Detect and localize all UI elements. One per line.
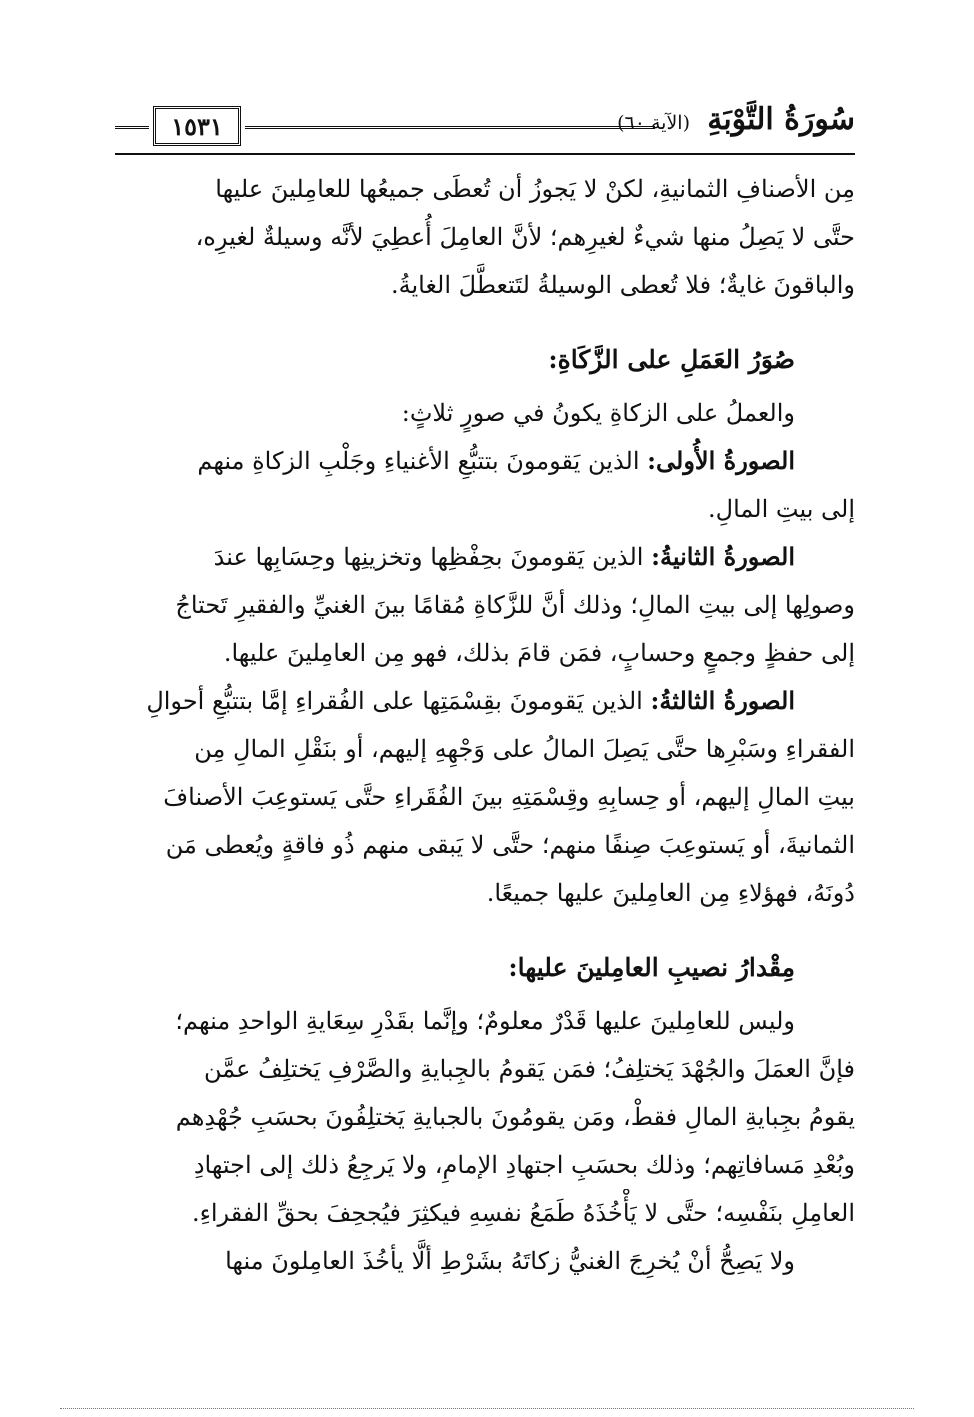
header-rule-left [115,126,149,129]
spacer [115,917,855,939]
page-body [115,165,855,1285]
text-line: والعملُ على الزكاةِ يكونُ في صورٍ ثلاثٍ: [401,399,795,427]
paragraph-label: الصورةُ الثالثةُ: [650,686,795,715]
text-line: دُونَهُ، فهؤلاءِ مِن العامِلينَ عليها جميعًا. [486,879,855,907]
text-span: الذين يَقومونَ بقِسْمَتِها على الفُقراءِ إمَّا بتتبُّعِ أحوالِ [146,687,651,715]
text-line [115,677,855,725]
text-line: وصولِها إلى بيتِ المالِ؛ وذلك أنَّ للزَّكاةِ مُقامًا بينَ الغنيِّ والفقيرِ تَحتاجُ [175,591,855,619]
header-rule [245,126,655,129]
spacer [115,309,855,331]
paragraph-label: الصورةُ الأُولى: [647,446,795,475]
text-line [115,533,855,581]
section-heading: صُوَرُ العَمَلِ على الزَّكَاةِ: [548,345,795,374]
text-line: والباقونَ غايةٌ؛ فلا تُعطى الوسيلةُ لتَتعطَّلَ الغايةُ. [390,271,855,299]
page-header [115,100,855,155]
text-line: العامِلِ بنَفْسِه؛ حتَّى لا يَأْخُذَهُ طَمَعُ نفسِهِ فيكثِرَ فيُجحِفَ بحقِّ الفقراءِ. [191,1199,855,1227]
header-underline [115,153,855,155]
text-line: وليس للعامِلينَ عليها قَدْرٌ معلومٌ؛ وإنَّما بقَدْرِ سِعَايةِ الواحدِ منهم؛ [175,1007,795,1035]
text-line: الفقراءِ وسَبْرِها حتَّى يَصِلَ المالُ على وَجْهِهِ إليهم، أو بنَقْلِ المالِ مِن [194,735,855,763]
page-number: ١٥٣١ [171,111,223,141]
text-line: حتَّى لا يَصِلُ منها شيءٌ لغيرِهم؛ لأنَّ العامِلَ أُعطِيَ لأنَّه وسيلةٌ لغيرِه، [195,223,855,251]
text-span: الذين يَقومونَ بتتبُّعِ الأغنياءِ وجَلْبِ الزكاةِ منهم [197,447,648,475]
text-line: مِن الأصنافِ الثمانيةِ، لكنْ لا يَجوزُ أن تُعطَى جميعُها للعامِلينَ عليها [215,175,855,203]
section-heading: مِقْدارُ نصيبِ العامِلينَ عليها: [508,953,795,982]
text-line: إلى بيتِ المالِ. [708,495,855,523]
text-line [115,437,855,485]
text-line: بيتِ المالِ إليهم، أو حِسابِهِ وقِسْمَتِهِ بينَ الفُقَراءِ حتَّى يَستوعِبَ الأصنافَ [163,783,855,811]
text-line: إلى حفظٍ وجمعٍ وحسابٍ، فمَن قامَ بذلك، فهو مِن العامِلينَ عليها. [223,639,855,667]
text-line: الثمانيةَ، أو يَستوعِبَ صِنفًا منهم؛ حتَّى لا يَبقى منهم ذُو فاقةٍ ويُعطى مَن [165,831,855,859]
surah-name: سُورَةُ التَّوْبَةِ [707,102,855,137]
text-line: ولا يَصِحُّ أنْ يُخرِجَ الغنيُّ زكاتَهُ بشَرْطِ ألَّا يأخُذَ العامِلونَ منها [225,1247,795,1275]
text-line: يقومُ بجِبايةِ المالِ فقطْ، ومَن يقومُونَ بالجبايةِ يَختلِفُونَ بحسَبِ جُهْدِهم [175,1103,855,1131]
paragraph-label: الصورةُ الثانيةُ: [651,542,795,571]
footer-rule [60,1408,914,1409]
ayah-reference: (الآية ٦٠) [617,112,690,134]
text-span: الذين يَقومونَ بحِفْظِها وتخزينِها وحِسَابِها عندَ [213,543,652,571]
page-number-box [153,106,241,146]
text-line: فإنَّ العمَلَ والجُهْدَ يَختلِفُ؛ فمَن يَقومُ بالجِبايةِ والصَّرْفِ يَختلِفُ عمَّن [204,1055,855,1083]
text-line: وبُعْدِ مَسافاتِهم؛ وذلك بحسَبِ اجتهادِ الإمامِ، ولا يَرجِعُ ذلك إلى اجتهادِ [193,1151,855,1179]
